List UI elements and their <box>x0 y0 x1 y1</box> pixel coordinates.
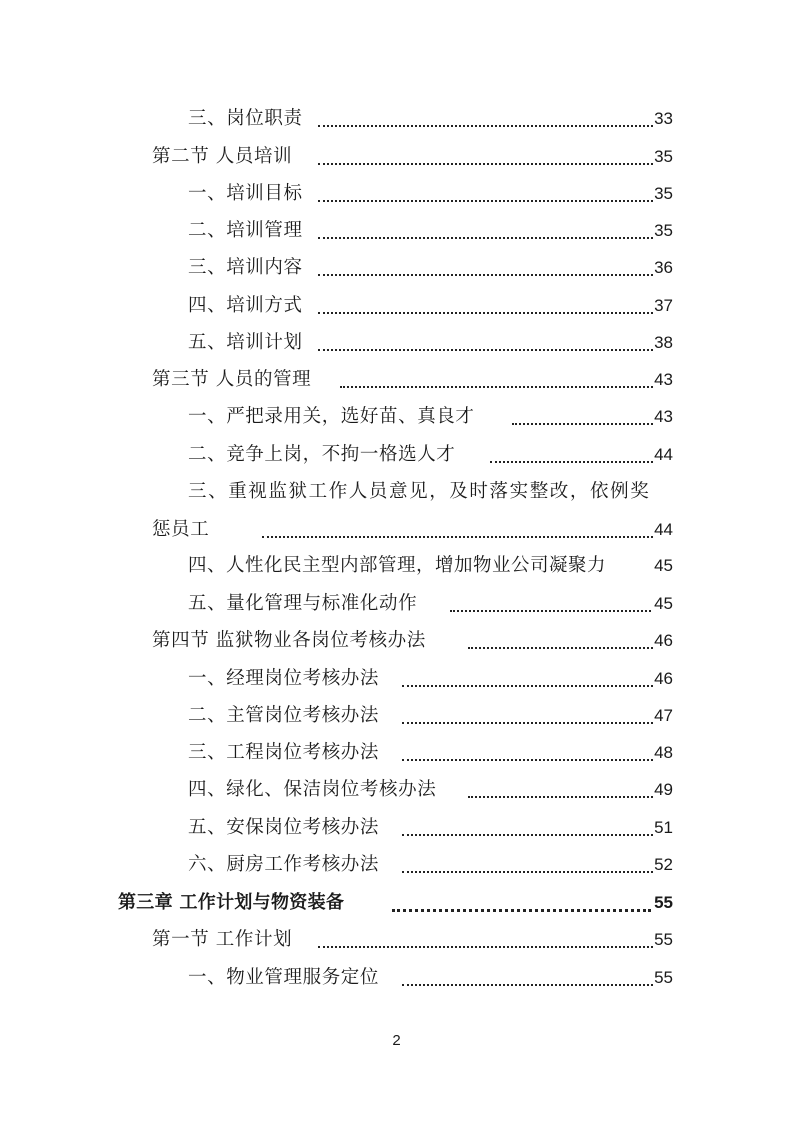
toc-entry[interactable] <box>0 622 793 659</box>
dot-leader <box>340 386 653 388</box>
toc-entry[interactable] <box>0 175 793 212</box>
dot-leader <box>318 237 653 239</box>
toc-entry-page: 35 <box>654 184 673 203</box>
toc-entry[interactable] <box>0 212 793 249</box>
toc-entry[interactable] <box>0 547 793 584</box>
dot-leader <box>402 871 653 873</box>
toc-entry-page: 43 <box>654 407 673 426</box>
toc-entry-title: 一、经理岗位考核办法 <box>188 668 380 689</box>
toc-entry-page: 46 <box>654 631 673 650</box>
toc-entry-title: 第一节 工作计划 <box>152 929 293 950</box>
toc-entry-page: 44 <box>654 445 673 464</box>
toc-entry-title: 五、培训计划 <box>188 332 303 353</box>
toc-entry[interactable] <box>0 585 793 622</box>
toc-entry-page: 37 <box>654 296 673 315</box>
dot-leader <box>468 647 653 649</box>
toc-entry-title: 四、人性化民主型内部管理，增加物业公司凝聚力 <box>188 555 607 576</box>
dot-leader <box>318 200 653 202</box>
toc-entry-page: 43 <box>654 370 673 389</box>
toc-entry-page: 45 <box>654 556 673 575</box>
toc-entry-title: 第三节 人员的管理 <box>152 369 312 390</box>
dot-leader <box>318 125 653 127</box>
toc-entry[interactable] <box>0 398 793 435</box>
toc-entry-title: 六、厨房工作考核办法 <box>188 854 380 875</box>
toc-entry-page: 48 <box>654 743 673 762</box>
toc-entry-title: 五、安保岗位考核办法 <box>188 817 380 838</box>
toc-entry-page: 36 <box>654 258 673 277</box>
dot-leader <box>318 274 653 276</box>
toc-entry[interactable] <box>0 361 793 398</box>
toc-entry-page: 52 <box>654 855 673 874</box>
toc-entry[interactable] <box>0 436 793 473</box>
toc-entry-title: 四、培训方式 <box>188 295 303 316</box>
toc-entry-title: 三、重视监狱工作人员意见，及时落实整改，依例奖 <box>188 481 651 502</box>
toc-entry-page: 35 <box>654 221 673 240</box>
toc-entry-title: 一、严把录用关，选好苗、真良才 <box>188 406 475 427</box>
toc-entry-title: 三、工程岗位考核办法 <box>188 742 380 763</box>
toc-entry-page: 55 <box>654 968 673 987</box>
toc-entry-title: 一、物业管理服务定位 <box>188 967 380 988</box>
dot-leader <box>490 461 653 463</box>
toc-entry[interactable] <box>0 249 793 286</box>
dot-leader <box>402 722 653 724</box>
toc-entry[interactable] <box>0 100 793 137</box>
toc-entry-title: 三、岗位职责 <box>188 108 303 129</box>
dot-leader <box>468 796 653 798</box>
toc-entry-page: 38 <box>654 333 673 352</box>
toc-entry-title: 二、竞争上岗，不拘一格选人才 <box>188 444 456 465</box>
toc-entry-page: 49 <box>654 780 673 799</box>
toc-entry-title: 一、培训目标 <box>188 183 303 204</box>
toc-entry-page: 35 <box>654 147 673 166</box>
toc-entry[interactable] <box>0 734 793 771</box>
toc-entry[interactable] <box>0 660 793 697</box>
dot-leader <box>402 984 653 986</box>
toc-entry-title-continuation: 惩员工 <box>152 519 210 540</box>
toc-entry-page: 55 <box>654 893 673 912</box>
toc-entry-page: 33 <box>654 109 673 128</box>
toc-entry[interactable] <box>0 771 793 808</box>
toc-entry[interactable] <box>0 697 793 734</box>
toc-entry-page: 46 <box>654 669 673 688</box>
toc-entry-title: 第四节 监狱物业各岗位考核办法 <box>152 630 426 651</box>
dot-leader <box>402 759 653 761</box>
toc-entry-title: 第三章 工作计划与物资装备 <box>118 892 345 913</box>
dot-leader <box>402 834 653 836</box>
toc-entry-page: 51 <box>654 818 673 837</box>
dot-leader <box>402 685 653 687</box>
toc-entry-title: 二、培训管理 <box>188 220 303 241</box>
dot-leader <box>262 536 653 538</box>
page-number: 2 <box>392 1032 401 1049</box>
dot-leader <box>512 423 653 425</box>
toc-entry[interactable] <box>0 324 793 361</box>
dot-leader <box>318 946 653 948</box>
dot-leader <box>450 610 651 612</box>
toc-entry-title: 四、绿化、保洁岗位考核办法 <box>188 779 437 800</box>
dot-leader <box>318 312 653 314</box>
toc-entry-page: 44 <box>654 520 673 539</box>
toc-entry-title: 第二节 人员培训 <box>152 146 293 167</box>
toc-entry[interactable] <box>0 473 793 548</box>
toc-entry-title: 三、培训内容 <box>188 257 303 278</box>
toc-entry-page: 47 <box>654 706 673 725</box>
toc-entry-page: 45 <box>654 594 673 613</box>
toc-entry-title: 二、主管岗位考核办法 <box>188 705 380 726</box>
toc-entry[interactable] <box>0 138 793 175</box>
toc-entry[interactable] <box>0 287 793 324</box>
toc-entry-title: 五、量化管理与标准化动作 <box>188 593 418 614</box>
dot-leader <box>318 349 653 351</box>
toc-entry[interactable] <box>0 959 793 996</box>
toc-entry[interactable] <box>0 921 793 958</box>
dot-leader <box>318 163 653 165</box>
toc-entry[interactable] <box>0 846 793 883</box>
toc-chapter-entry[interactable] <box>0 884 793 921</box>
dot-leader <box>392 909 651 912</box>
toc-entry[interactable] <box>0 809 793 846</box>
toc-entry-page: 55 <box>654 930 673 949</box>
